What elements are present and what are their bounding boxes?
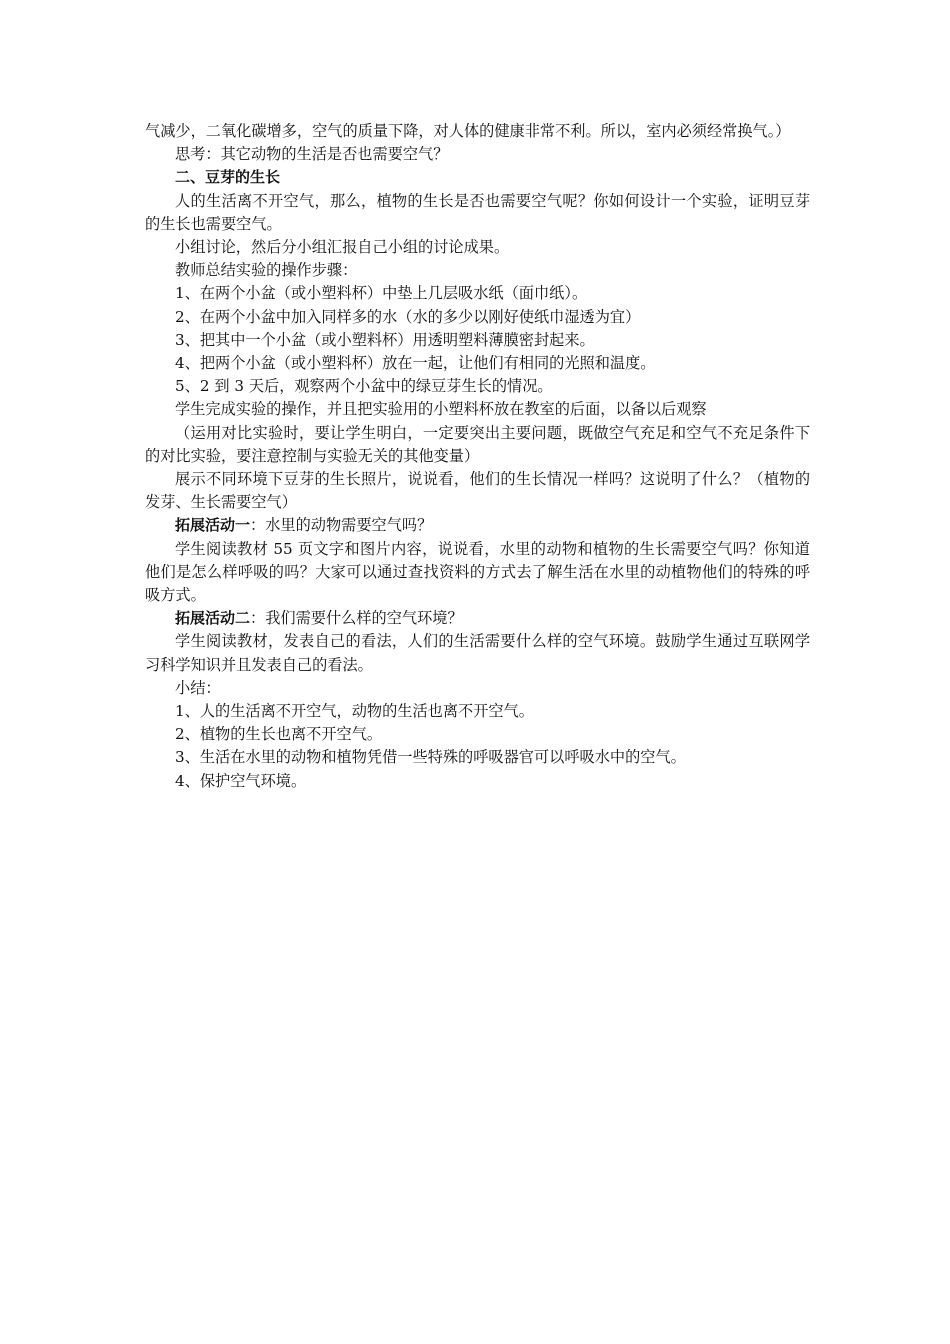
extension-one-paragraph: 学生阅读教材 55 页文字和图片内容，说说看，水里的动物和植物的生长需要空气吗？你知道他们是怎么样呼吸的吗？大家可以通过查找资料的方式去了解生活在水里的动植物他们的特殊的呼吸方式。: [145, 539, 810, 605]
extension-two-paragraph: 学生阅读教材，发表自己的看法，人们的生活需要什么样的空气环境。鼓励学生通过互联网学习科学知识并且发表自己的看法。: [145, 632, 810, 674]
contrast-note: （运用对比实验时，要让学生明白，一定要突出主要问题，既做空气充足和空气不充足条件下的对比实验，要注意控制与实验无关的其他变量）: [145, 423, 810, 465]
teacher-steps-intro: 教师总结实验的操作步骤：: [175, 261, 358, 280]
summary-item: 3、生活在水里的动物和植物凭借一些特殊的呼吸器官可以呼吸水中的空气。: [175, 748, 686, 767]
extension-one-label: 拓展活动一: [175, 516, 251, 535]
step-item: 5、2 到 3 天后，观察两个小盆中的绿豆芽生长的情况。: [175, 377, 553, 396]
summary-label: 小结：: [175, 678, 221, 697]
document-page: [145, 120, 810, 793]
show-photos-paragraph: 展示不同环境下豆芽的生长照片，说说看，他们的生长情况一样吗？这说明了什么？（植物的发芽、生长需要空气）: [145, 470, 810, 512]
extension-activity-one: [145, 514, 810, 537]
extension-activity-two: [145, 607, 810, 630]
intro-paragraph: 气减少，二氧化碳增多，空气的质量下降，对人体的健康非常不利。所以，室内必须经常换气。）: [145, 122, 791, 140]
step-item: 3、把其中一个小盆（或小塑料杯）用透明塑料薄膜密封起来。: [175, 330, 595, 349]
section-heading: 二、豆芽的生长: [175, 168, 281, 187]
student-complete: 学生完成实验的操作，并且把实验用的小塑料杯放在教室的后面，以备以后观察: [175, 400, 707, 419]
step-item: 2、在两个小盆中加入同样多的水（水的多少以刚好使纸巾湿透为宜）: [175, 307, 641, 326]
extension-two-label: 拓展活动二: [175, 609, 251, 628]
summary-item: 4、保护空气环境。: [175, 771, 307, 790]
section-paragraph: 人的生活离不开空气，那么，植物的生长是否也需要空气呢？你如何设计一个实验，证明豆芽的生长也需要空气。: [145, 191, 810, 233]
summary-item: 2、植物的生长也离不开空气。: [175, 725, 383, 744]
step-item: 1、在两个小盆（或小塑料杯）中垫上几层吸水纸（面巾纸）。: [175, 284, 588, 303]
summary-item: 1、人的生活离不开空气，动物的生活也离不开空气。: [175, 702, 534, 721]
extension-one-text: ：水里的动物需要空气吗？: [250, 516, 433, 535]
step-item: 4、把两个小盆（或小塑料杯）放在一起，让他们有相同的光照和温度。: [175, 354, 656, 373]
think-question: 思考：其它动物的生活是否也需要空气？: [175, 145, 449, 164]
extension-two-text: ：我们需要什么样的空气环境？: [250, 609, 463, 628]
group-discussion: 小组讨论，然后分小组汇报自己小组的讨论成果。: [175, 238, 510, 257]
